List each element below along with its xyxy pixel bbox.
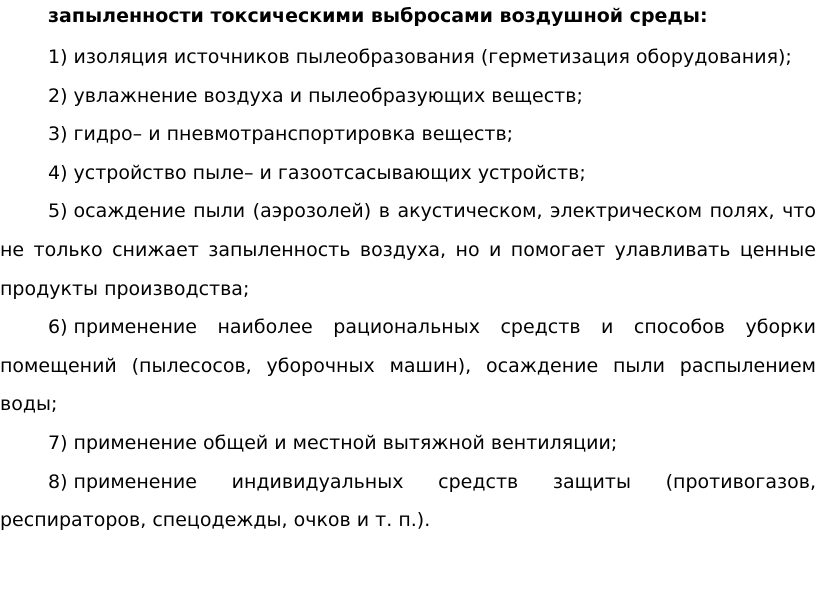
- section-heading: запыленности токсическими выбросами воздушной среды:: [48, 5, 708, 27]
- list-item-text: осаждение пыли (аэрозолей) в акустическом, электрическом полях, что не только снижает запыленность воздуха, но и помогает улавливать ценные продукты производства;: [0, 200, 816, 300]
- list-item: [0, 115, 816, 154]
- list-item-text: изоляция источников пылеобразования (герметизация оборудования);: [73, 46, 792, 68]
- list-item-number: 8): [48, 470, 68, 493]
- list-item-number: 4): [48, 161, 68, 184]
- list-item: [0, 463, 816, 540]
- measures-list: [0, 38, 816, 540]
- list-item: [0, 154, 816, 193]
- list-item: [0, 424, 816, 463]
- list-item-text: применение общей и местной вытяжной вентиляции;: [73, 431, 618, 454]
- list-item-text: увлажнение воздуха и пылеобразующих веществ;: [73, 84, 583, 107]
- list-item-text: гидро– и пневмотранспортировка веществ;: [73, 123, 514, 146]
- list-item-number: 2): [48, 84, 68, 107]
- list-item-number: 1): [48, 46, 68, 68]
- list-item: [0, 192, 816, 308]
- list-item: [0, 308, 816, 424]
- list-item-text: устройство пыле– и газоотсасывающих устройств;: [73, 161, 586, 184]
- list-item-number: 7): [48, 431, 68, 454]
- list-item: [0, 77, 816, 116]
- list-item-number: 3): [48, 123, 68, 146]
- list-item-number: 6): [48, 316, 68, 339]
- list-item-text: применение индивидуальных средств защиты (противогазов, респираторов, спецодежды, очков и т. п.).: [0, 470, 816, 532]
- list-item: [0, 38, 816, 77]
- list-item-text: применение наиболее рациональных средств и способов уборки помещений (пылесосов, уборочных машин), осаждение пыли распылением воды;: [0, 316, 816, 416]
- list-item-number: 5): [48, 200, 68, 223]
